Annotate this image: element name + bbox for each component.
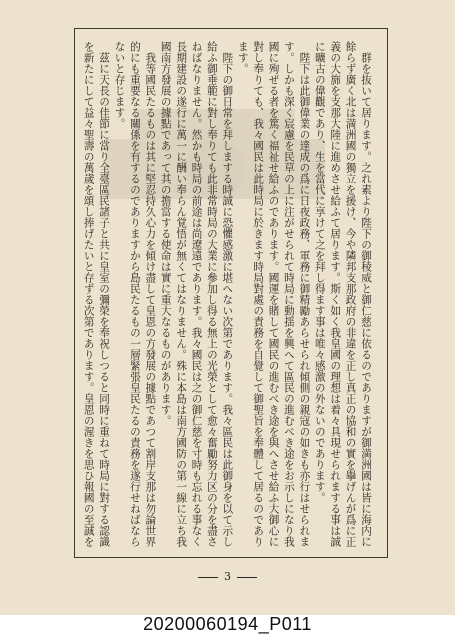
dash-right <box>237 577 257 578</box>
paragraph: 我等國民たるものは其に堅忍持久心力を傾け盡して皇恩の方發展の據點であつて割岸支那は勿論世界的にも重要なる關係を有するのでありますから島民たるもの一層緊張皇民たるの責務を遂行せねばならないと存じます。 <box>113 41 157 547</box>
page-number-value: 3 <box>224 570 231 583</box>
image-caption: 20200060194_P011 <box>143 614 312 634</box>
dash-left <box>198 577 218 578</box>
paragraph: 茲に天長の佳節に當り全臺區民諸子と共に皇室の彌榮を奉祝しつると同時に重ねて時局に對する認識を新たにして益々聖壽の萬歲を頌し捧げたいと存ずる次第であります。皇恩の渥きを思ひ報國の至誠を <box>82 41 111 547</box>
paragraph: 陛下の御日常を拜しまする時誠に恐懼感激に堪へない次第であります。我々區民は此御身を以て示し給ふ御垂範に對し奉りても此非常時局の大業に參加し得る無上の光榮として愈々奮勵努力区の分を盡さねばなりません。然かも時局の前途は尚遼遠であります。我々國民は之の御仁慈を寸時も忘れる事なく長期建設の遂行に萬一に酬い奉らん覚悟が無くてはなりません。殊に本島は南方國防の第一線に立ち我國南方發展の據點であって其の擔當する使命は實に重大なるものがあります。 <box>159 41 234 547</box>
page-number <box>0 570 455 583</box>
text-frame <box>74 28 388 558</box>
paragraph: 陛下は此御偉業の達成の爲に日夜政務、軍務に御精勵あらせられ傾側の親寇の如きも亦行はせられます。しかも深く宸慮を民草の上に注がせられて時局に動揺を興へて區民の進むべき途をお示しになり我國に殉ぜる者を篤く福祉せ給ふのであります。國運を賭して國民の進むべき途を與へさせ給ふ大御心に對し奉りても、我々國民は此時局に於きます時局對處の責務を自覺して御聖旨を奉體して居るのであります。 <box>236 41 311 547</box>
vertical-body-text <box>82 41 373 547</box>
paragraph: 群を抜いて居ります。之れ素より陛下の御稜威と御仁慈に依るのでありますが御満洲國は皆に海内に餘らず廣く北は満洲國の獨立を援け、今や隣邦支那政府の非違を正し真正の協和の實を擧げんが爲に正義の大旆を支那大陸に進めさせ給ふて居ります。斯く如く我皇國の理想は着々具現せられまする事は誠に曠古の偉觀であり、生を當代に享けて之を拜し得ます事は唯々感激の外ないのであります。 <box>313 41 372 547</box>
